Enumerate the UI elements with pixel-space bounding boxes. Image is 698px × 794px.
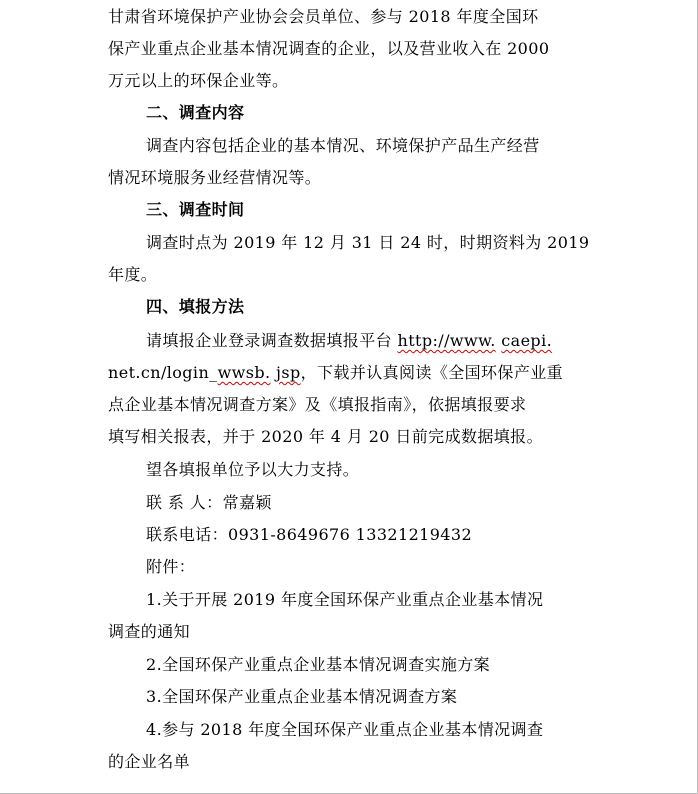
section2-line-1: 调查内容包括企业的基本情况、环境保护产品生产经营	[146, 136, 540, 155]
section-heading-method: 四、填报方法	[146, 297, 245, 316]
platform-url-part-5[interactable]: jsp	[276, 363, 301, 382]
section4-text-2: ，下载并认真阅读《全国环保产业重	[300, 363, 564, 382]
intro-line-2: 保产业重点企业基本情况调查的企业，以及营业收入在 2000	[108, 39, 550, 58]
section4-line-2	[108, 357, 563, 389]
section2-line-2: 情况环境服务业经营情况等。	[108, 168, 322, 187]
section3-line-1: 调查时点为 2019 年 12 月 31 日 24 时，时期资料为 2019	[146, 233, 590, 252]
attachment-4-line-1: 4.参与 2018 年度全国环保产业重点企业基本情况调查	[146, 720, 544, 739]
attachment-1-line-2: 调查的通知	[108, 622, 191, 641]
attachment-3: 3.全国环保产业重点企业基本情况调查方案	[146, 687, 458, 706]
section3-line-2: 年度。	[108, 265, 158, 284]
contact-phone: 联系电话：0931-8649676 13321219432	[146, 525, 473, 544]
attachment-4-line-2: 的企业名单	[108, 752, 191, 771]
platform-url-part-2[interactable]: caepi.	[501, 331, 553, 350]
platform-url-part-1[interactable]: http://www.	[397, 331, 496, 350]
attachment-2: 2.全国环保产业重点企业基本情况调查实施方案	[146, 655, 491, 674]
section4-line-3: 点企业基本情况调查方案》及《填报指南》，依据填报要求	[108, 395, 527, 414]
attachments-label: 附件：	[146, 557, 196, 576]
platform-url-part-4[interactable]: wwsb.	[217, 363, 271, 382]
contact-person: 联 系 人：常嘉颖	[146, 493, 272, 512]
section4-text: 请填报企业登录调查数据填报平台	[146, 331, 398, 350]
section4-line-4: 填写相关报表，并于 2020 年 4 月 20 日前完成数据填报。	[108, 427, 543, 446]
section4-line-1	[146, 325, 552, 357]
section-heading-content: 二、调查内容	[146, 103, 245, 122]
intro-line-1: 甘肃省环境保护产业协会会员单位、参与 2018 年度全国环	[108, 7, 539, 26]
intro-line-3: 万元以上的环保企业等。	[108, 71, 289, 90]
closing-line: 望各填报单位予以大力支持。	[146, 460, 360, 479]
section-heading-time: 三、调查时间	[146, 200, 245, 219]
attachment-1-line-1: 1.关于开展 2019 年度全国环保产业重点企业基本情况	[146, 590, 544, 609]
platform-url-part-3[interactable]: net.cn/login_	[108, 363, 218, 382]
